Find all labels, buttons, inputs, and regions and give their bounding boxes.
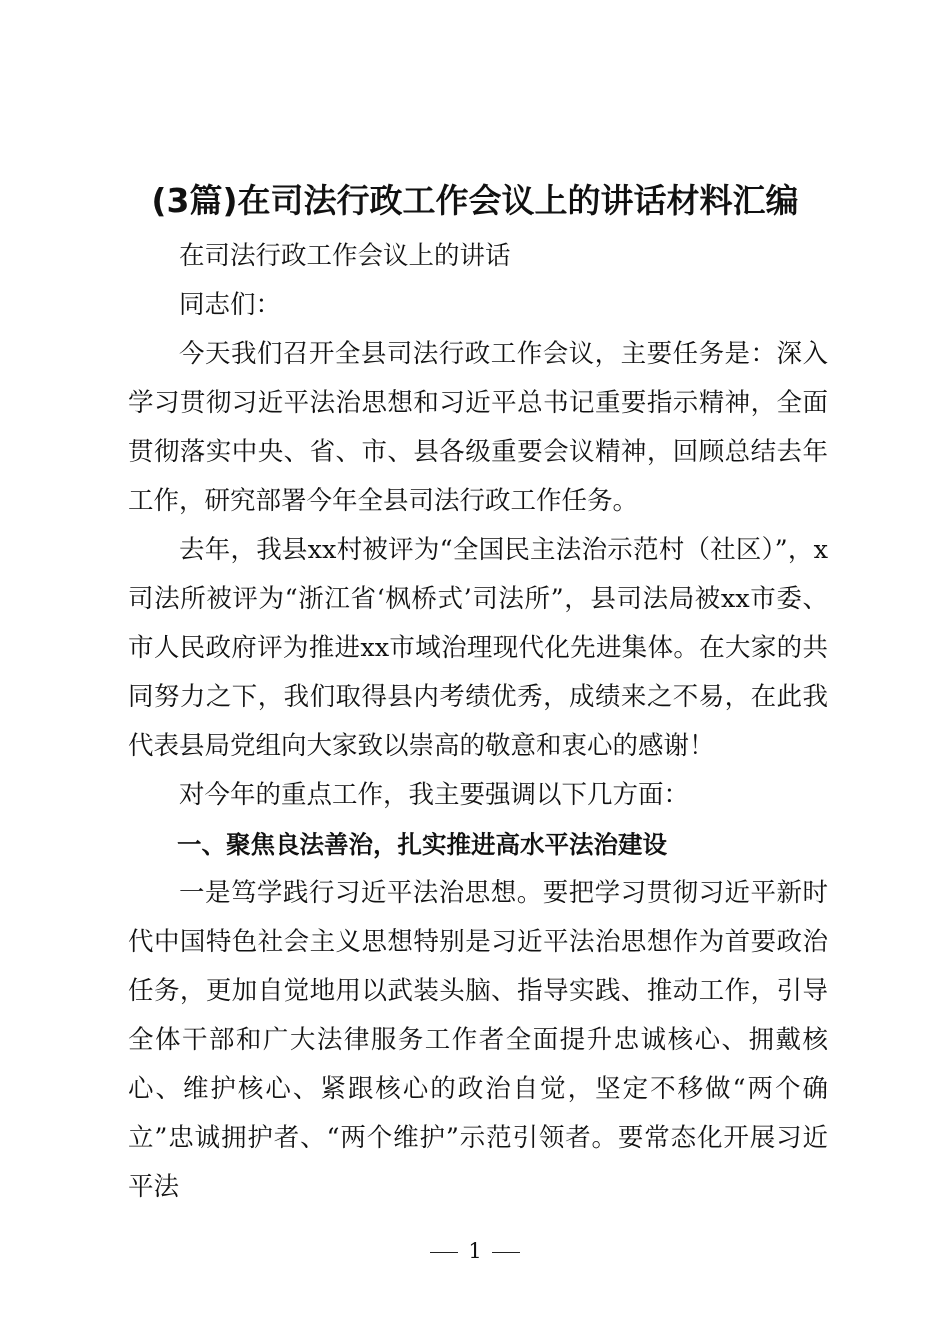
page-number: 1 [468,1239,482,1263]
section-heading: 一、聚焦良法善治，扎实推进高水平法治建设 [177,830,667,859]
body-paragraph: 一是笃学践行习近平法治思想。要把学习贯彻习近平新时代中国特色社会主义思想特别是习近平法治思想作为首要政治任务，更加自觉地用以武装头脑、指导实践、推动工作，引导全体干部和广大法律服务工作者全面提升忠诚核心、拥戴核心、维护核心、紧跟核心的政治自觉，坚定不移做“两个确立”忠诚拥护者、“两个维护”示范引领者。要常态化开展习近平法 [128,878,828,1202]
salutation: 同志们： [179,290,282,320]
document-body [128,232,828,1212]
document-title: (3篇)在司法行政工作会议上的讲话材料汇编 [151,181,799,220]
body-paragraph: 对今年的重点工作，我主要强调以下几方面： [179,780,690,810]
footer-dash-left [430,1252,458,1253]
page-footer [0,1236,950,1266]
body-paragraph: 今天我们召开全县司法行政工作会议，主要任务是：深入学习贯彻习近平法治思想和习近平总书记重要指示精神，全面贯彻落实中央、省、市、县各级重要会议精神，回顾总结去年工作，研究部署今年全县司法行政工作任务。 [128,339,828,516]
speech-subtitle: 在司法行政工作会议上的讲话 [179,241,511,271]
body-paragraph: 去年，我县xx村被评为“全国民主法治示范村（社区）”，x司法所被评为“浙江省‘枫桥式’司法所”，县司法局被xx市委、市人民政府评为推进xx市域治理现代化先进集体。在大家的共同努力之下，我们取得县内考绩优秀，成绩来之不易，在此我代表县局党组向大家致以崇高的敬意和衷心的感谢！ [128,535,828,761]
footer-dash-right [492,1252,520,1253]
